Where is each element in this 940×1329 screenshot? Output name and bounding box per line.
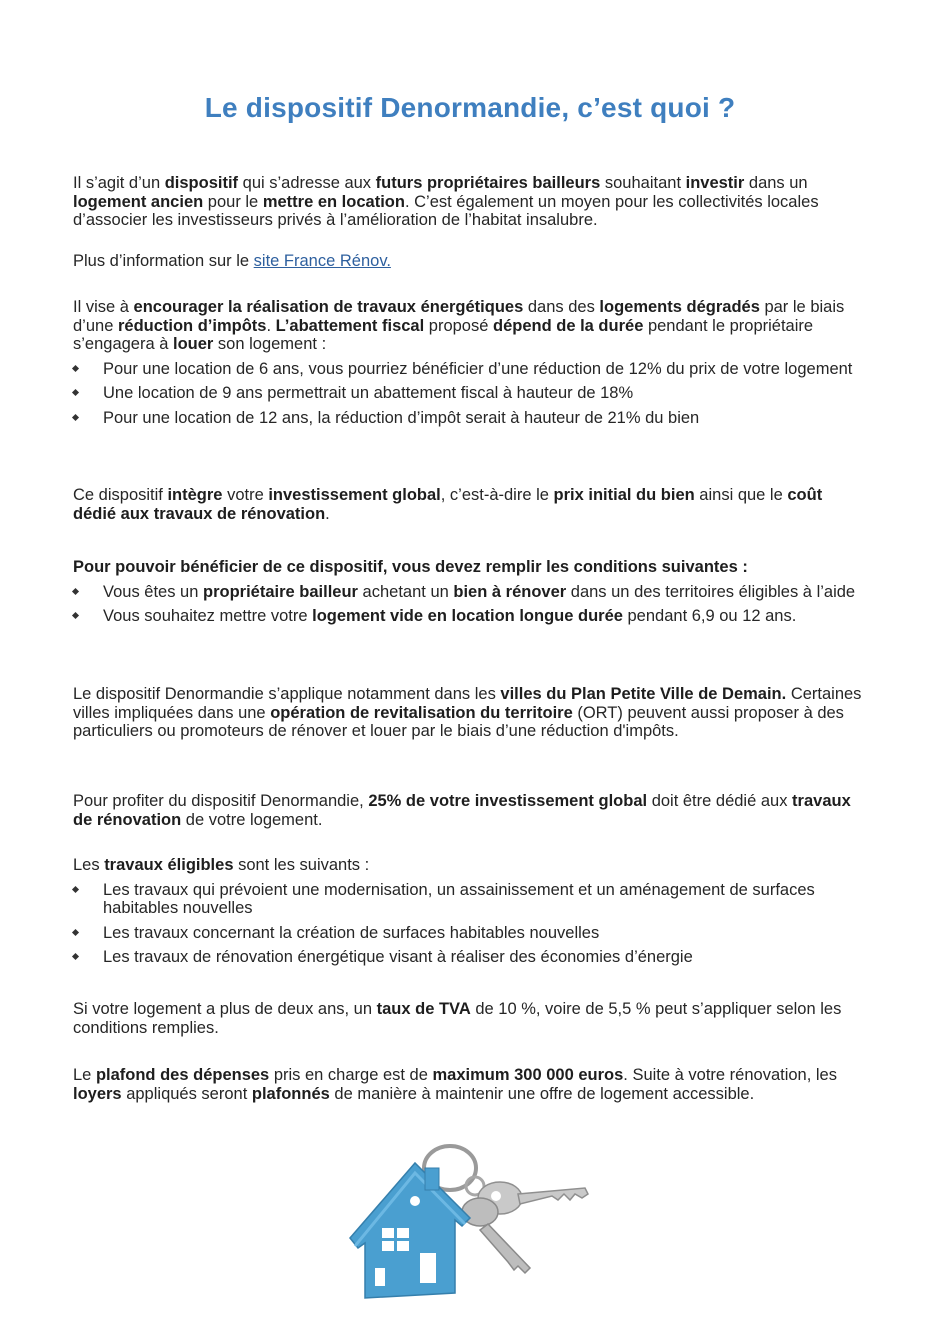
text: pendant 6,9 ou 12 ans. [622,607,797,625]
bold-text: prix initial du bien [553,486,695,504]
text: achetant un [357,582,454,601]
house-keychain-icon [320,1128,620,1318]
text: pendant le propriétaire s’engagera à [73,316,814,353]
text: Vous êtes un [103,582,203,601]
bullet-icon [72,928,79,935]
bold-text: loyers [73,1084,122,1103]
list-item [73,924,865,943]
list-item-text: Pour une location de 6 ans, vous pourriez bénéficier d’une réduction de 12% du prix de votre logement [103,359,853,378]
bold-text: réduction d’impôts [117,316,267,335]
text: de 10 %, voire de 5,5 % peut s’appliquer selon les conditions remplies. [73,1000,842,1037]
bold-text: villes du Plan Petite Ville de Demain. [500,685,787,703]
bold-text: louer [173,335,214,353]
text: dans un [744,174,808,192]
bold-text: coût dédié aux travaux de rénovation [73,486,823,523]
text: doit être dédié aux [647,792,793,810]
integre-paragraph [73,486,865,523]
bold-text: opération de revitalisation du territoire [270,703,573,722]
text: appliqués seront [121,1084,252,1103]
text: Certaines villes impliquées dans une [73,685,862,722]
france-renov-link[interactable]: site France Rénov. [253,252,391,270]
conditions-heading: Pour pouvoir bénéficier de ce dispositif, vous devez remplir les conditions suivantes : [73,558,748,576]
list-item-text: Une location de 9 ans permettrait un abattement fiscal à hauteur de 18% [103,384,634,402]
text: souhaitant [600,174,686,192]
bold-text: investissement global [268,486,441,504]
list-item [73,360,865,379]
text: Le [73,1066,96,1084]
list-item-text: Les travaux concernant la création de surfaces habitables nouvelles [103,923,600,942]
text: ainsi que le [694,486,788,504]
bullet-icon [72,953,79,960]
text: Si votre logement a plus de deux ans, un [73,1000,377,1018]
bold-text: plafonnés [251,1084,330,1103]
conditions-section [73,558,865,632]
bold-text: intègre [167,486,223,504]
duration-list [73,360,865,428]
bullet-icon [72,413,79,420]
text: Pour profiter du dispositif Denormandie, [73,792,369,810]
travaux-list [73,881,865,967]
info-paragraph [73,252,865,271]
bold-text: dispositif [164,174,239,192]
text: Les [73,856,105,874]
text: Vous souhaitez mettre votre [103,607,313,625]
plafond-paragraph [73,1066,865,1103]
text: de votre logement. [181,810,323,829]
text: . [266,316,276,335]
list-item-text: Les travaux qui prévoient une modernisation, un assainissement et un aménagement de surfaces habitables nouvelles [103,880,815,917]
list-item [73,583,865,602]
text: (ORT) peuvent aussi proposer à des particuliers ou promoteurs de rénover et louer par le biais d’une réduction d'impôts. [73,703,844,740]
list-item [73,948,865,967]
text: . Suite à votre rénovation, les [623,1066,837,1084]
bold-text: 25% de votre investissement global [368,792,648,810]
bold-text: propriétaire bailleur [203,582,358,601]
bullet-icon [72,364,79,371]
bullet-icon [72,612,79,619]
text: , c’est-à-dire le [440,486,554,504]
bold-text: encourager la réalisation de travaux énergétiques [133,298,524,316]
list-item-text: Les travaux de rénovation énergétique visant à réaliser des économies d’énergie [103,948,693,966]
bold-text: investir [685,174,745,192]
list-item [73,881,865,918]
bold-text: logements dégradés [599,298,760,316]
text: . [325,504,330,523]
list-item [73,384,865,403]
bold-text: logement vide en location longue durée [312,607,623,625]
text: . C’est également un moyen pour les collectivités locales d’associer les investisseurs privés à l’amélioration de l’habitat insalubre. [73,192,819,229]
vise-paragraph [73,298,865,433]
text: Ce dispositif [73,486,168,504]
applique-paragraph [73,685,865,741]
bold-text: futurs propriétaires bailleurs [375,174,601,192]
profiter-paragraph [73,792,865,829]
text: Plus d’information sur le [73,252,254,270]
bold-text: maximum 300 000 euros [432,1066,624,1084]
bullet-icon [72,587,79,594]
text: par le biais d’une [73,298,845,335]
list-item [73,409,865,428]
text: sont les suivants : [233,856,370,874]
intro-paragraph [73,174,865,230]
bullet-icon [72,885,79,892]
text: dans des [523,298,600,316]
text: qui s’adresse aux [238,174,376,192]
text: Le dispositif Denormandie s’applique notamment dans les [73,685,501,703]
text: votre [222,486,269,504]
bullet-icon [72,389,79,396]
bold-text: plafond des dépenses [95,1066,270,1084]
text: pris en charge est de [269,1066,433,1084]
text: de manière à maintenir une offre de logement accessible. [329,1084,755,1103]
tva-paragraph [73,1000,865,1037]
bold-text: logement ancien [73,192,204,211]
list-item-text: Pour une location de 12 ans, la réduction d’impôt serait à hauteur de 21% du bien [103,408,700,427]
conditions-list [73,583,865,626]
bold-text: travaux éligibles [104,856,234,874]
bold-text: bien à rénover [453,582,567,601]
bold-text: L’abattement fiscal [275,316,425,335]
bold-text: travaux de rénovation [73,792,851,829]
text: pour le [203,192,263,211]
bold-text: mettre en location [262,192,405,211]
list-item [73,607,865,626]
text: dans un des territoires éligibles à l’aide [566,582,856,601]
text: Il s’agit d’un [73,174,165,192]
text: Il vise à [73,298,134,316]
text: proposé [424,316,493,335]
text: son logement : [213,335,327,353]
page-title: Le dispositif Denormandie, c’est quoi ? [204,92,736,123]
bold-text: dépend de la durée [493,316,644,335]
bold-text: taux de TVA [376,1000,471,1018]
travaux-section [73,856,865,973]
